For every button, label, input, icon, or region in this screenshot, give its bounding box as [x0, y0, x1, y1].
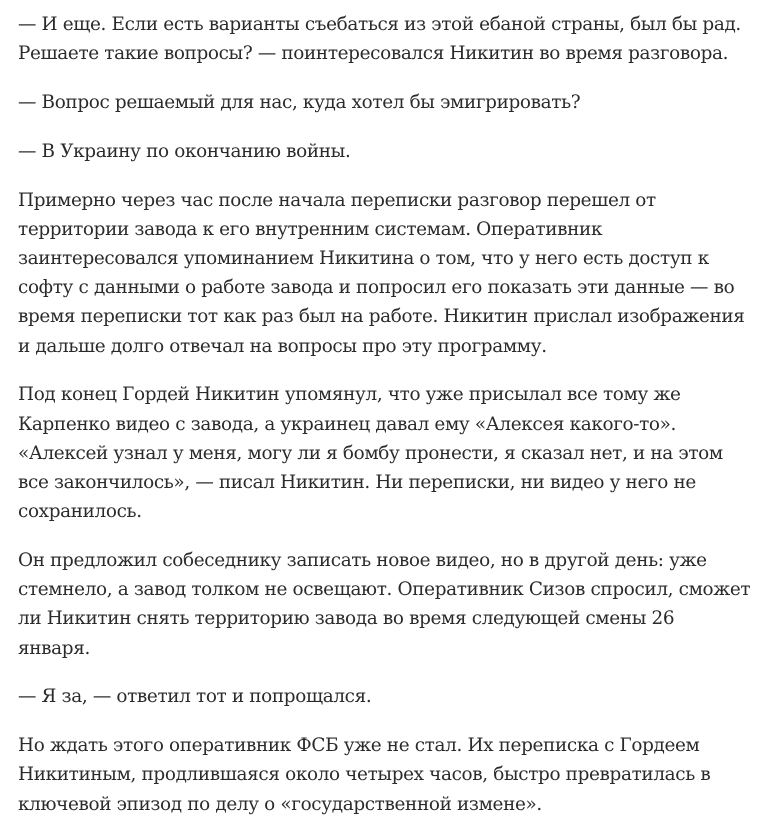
body-paragraph [18, 731, 754, 819]
text-line: ли Никитин снять территорию завода во время следующей смены 26 [18, 608, 675, 630]
text-line: время переписки тот как раз был на работе. Никитин прислал изображения [18, 306, 745, 328]
text-line: Никитиным, продлившаяся около четырех часов, быстро превратилась в [18, 764, 711, 786]
text-line: — Вопрос решаемый для нас, куда хотел бы эмигрировать? [18, 92, 581, 113]
text-line: и дальше долго отвечал на вопросы про эту программу. [18, 335, 547, 357]
text-line: «Алексей узнал у меня, могу ли я бомбу пронести, я сказал нет, и на этом [18, 442, 723, 464]
dialogue-paragraph [18, 682, 754, 711]
text-line: Но ждать этого оперативник ФСБ уже не стал. Их переписка с Гордеем [18, 735, 700, 757]
body-paragraph [18, 380, 754, 526]
text-line: января. [18, 637, 90, 659]
text-line: все закончилось», — писал Никитин. Ни переписки, ни видео у него не [18, 472, 696, 494]
text-line: территории завода к его внутренним системам. Оперативник [18, 218, 603, 240]
text-line: Он предложил собеседнику записать новое видео, но в другой день: уже [18, 550, 707, 572]
text-line: стемнело, а завод толком не освещают. Оперативник Сизов спросил, сможет [18, 579, 751, 601]
text-line: Под конец Гордей Никитин упомянул, что уже присылал все тому же [18, 384, 681, 406]
dialogue-paragraph [18, 0, 754, 68]
text-line: — Я за, — ответил тот и попрощался. [18, 686, 372, 708]
text-line: — В Украину по окончанию войны. [18, 140, 351, 162]
text-line: — И еще. Если есть варианты съебаться из этой ебаной страны, был бы рад. [18, 14, 741, 35]
text-line: ключевой эпизод по делу о «государственной измене». [18, 793, 542, 815]
text-line: Карпенко видео с завода, а украинец давал ему «Алексея какого-то». [18, 413, 677, 435]
text-line: Примерно через час после начала переписки разговор перешел от [18, 189, 656, 211]
body-paragraph [18, 186, 754, 361]
text-line: заинтересовался упоминанием Никитина о том, что у него есть доступ к [18, 248, 709, 269]
body-paragraph [18, 546, 754, 663]
text-line: софту с данными о работе завода и попросил его показать эти данные — во [18, 277, 735, 299]
text-line: Решаете такие вопросы? — поинтересовался Никитин во время разговора. [18, 43, 729, 65]
dialogue-paragraph [18, 137, 754, 166]
dialogue-paragraph [18, 88, 754, 117]
text-line: сохранилось. [18, 501, 142, 523]
